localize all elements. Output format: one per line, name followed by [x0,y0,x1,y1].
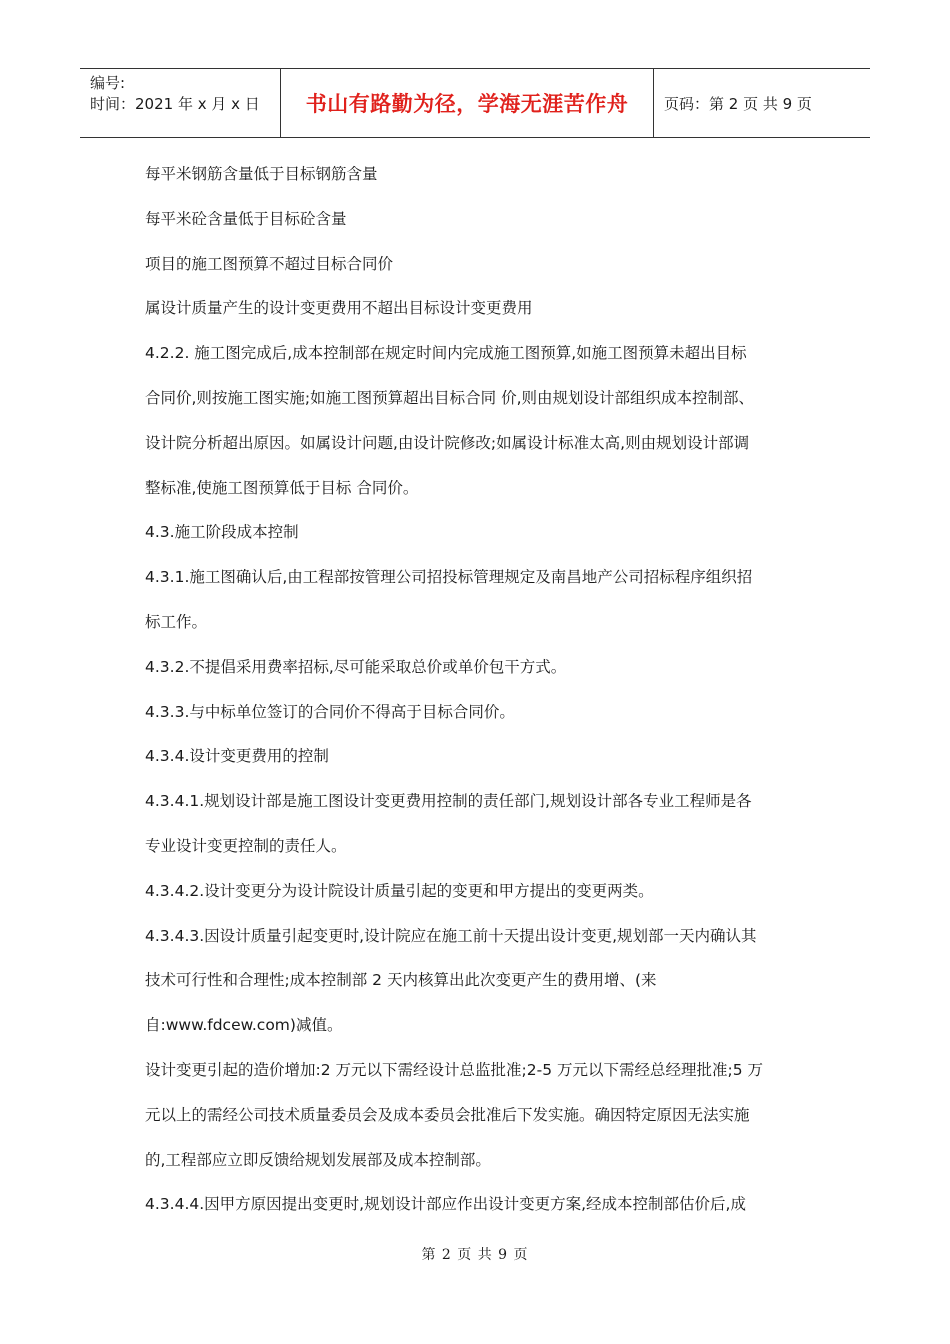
number-label: 编号: [90,74,126,92]
body-line: 项目的施工图预算不超过目标合同价 [145,254,394,273]
body-line: 元以上的需经公司技术质量委员会及成本委员会批准后下发实施。确因特定原因无法实施 [145,1105,750,1124]
body-line: 技术可行性和合理性;成本控制部 2 天内核算出此次变更产生的费用增、(来 [145,971,657,990]
section-heading: 4.3.4.设计变更费用的控制 [145,747,329,766]
body-line: 属设计质量产生的设计变更费用不超出目标设计变更费用 [145,299,533,318]
body-line: 4.3.1.施工图确认后,由工程部按管理公司招投标管理规定及南昌地产公司招标程序组织招 [145,568,753,587]
body-line: 4.3.4.3.因设计质量引起变更时,设计院应在施工前十天提出设计变更,规划部一天内确认其 [145,926,757,945]
body-line: 每平米砼含量低于目标砼含量 [145,209,347,228]
body-line: 每平米钢筋含量低于目标钢筋含量 [145,165,378,183]
time-label: 时间：2021 年 x 月 x 日 [90,95,260,113]
body-line: 设计变更引起的造价增加:2 万元以下需经设计总监批准;2-5 万元以下需经总经理批准;5 万 [145,1060,763,1079]
body-line: 专业设计变更控制的责任人。 [145,836,347,855]
header-left-cell [80,69,281,137]
section-heading: 4.3.施工阶段成本控制 [145,523,299,542]
body-line: 设计院分析超出原因。如属设计问题,由设计院修改;如属设计标准太高,则由规划设计部调 [145,433,750,452]
body-line: 4.3.4.1.规划设计部是施工图设计变更费用控制的责任部门,规划设计部各专业工程师是各 [145,792,752,811]
motto-text: 书山有路勤为径，学海无涯苦作舟 [305,92,629,116]
body-line: 4.3.2.不提倡采用费率招标,尽可能采取总价或单价包干方式。 [145,657,567,676]
page-footer: 第 2 页 共 9 页 [421,1247,529,1263]
body-line: 4.3.4.4.因甲方原因提出变更时,规划设计部应作出设计变更方案,经成本控制部估价后,成 [145,1195,746,1214]
body-line: 4.2.2. 施工图完成后,成本控制部在规定时间内完成施工图预算,如施工图预算未超出目标 [145,344,747,363]
header-motto-cell [281,69,654,137]
document-body [145,152,815,1227]
header-table [80,68,870,138]
page-label: 页码：第 2 页 共 9 页 [664,94,812,113]
body-line: 4.3.3.与中标单位签订的合同价不得高于目标合同价。 [145,702,515,721]
body-line: 自:www.fdcew.com)减值。 [145,1016,343,1035]
body-line: 的,工程部应立即反馈给规划发展部及成本控制部。 [145,1150,491,1169]
body-line: 合同价,则按施工图实施;如施工图预算超出目标合同 价,则由规划设计部组织成本控制部、 [145,388,755,407]
body-line: 标工作。 [145,612,208,631]
header-page-cell [654,69,870,137]
body-line: 整标准,使施工图预算低于目标 合同价。 [145,478,419,497]
body-line: 4.3.4.2.设计变更分为设计院设计质量引起的变更和甲方提出的变更两类。 [145,881,654,900]
